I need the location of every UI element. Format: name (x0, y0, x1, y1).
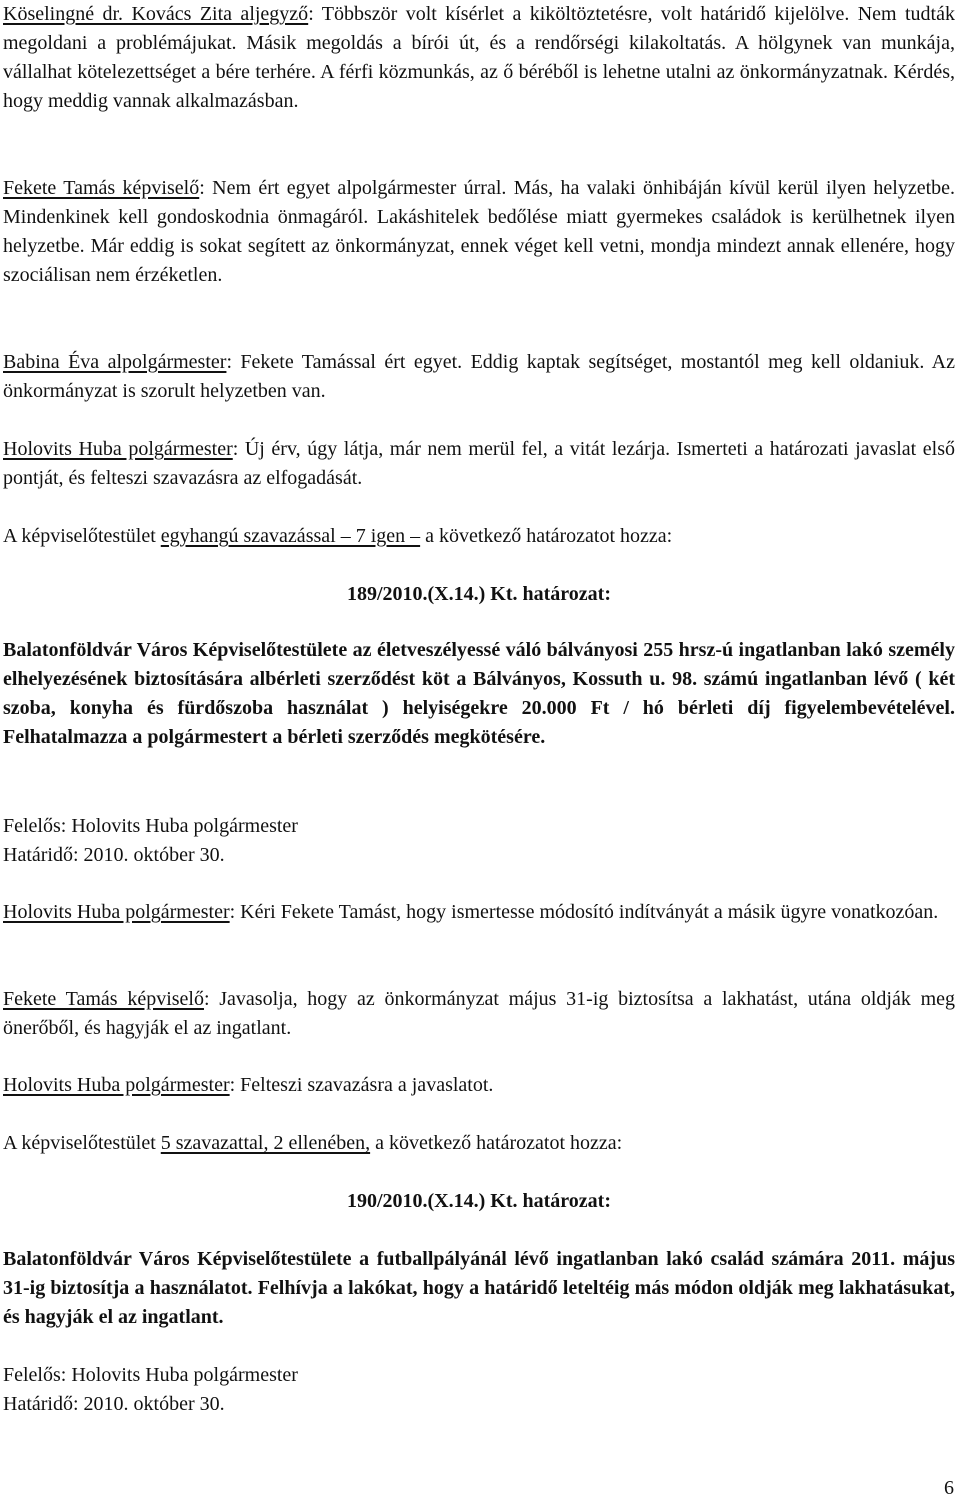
vote-statement-2 (3, 1129, 955, 1158)
speaker-name: Fekete Tamás képviselő (3, 177, 200, 199)
speech-text: : Többször volt kísérlet a kiköltöztetésre, volt határidő kijelölve. Nem tudták megoldani a problémájukat. Másik megoldás a bírói út, és a rendőrségi kilakoltatás. A hölgynek van munkája, vállalhat kötelezettséget a bére terhére. A férfi közmunkás, az ő béréből is lehetne utalni az önkormányzatnak. Kérdés, hogy meddig vannak alkalmazásban. (3, 3, 955, 112)
speaker-name: Holovits Huba polgármester (3, 1074, 230, 1096)
speech-text: : Javasolja, hogy az önkormányzat május 31-ig biztosítsa a lakhatást, utána oldják meg önerőből, és hagyják el az ingatlant. (3, 988, 956, 1039)
speaker-name: Holovits Huba polgármester (3, 438, 233, 460)
speaker-name: Fekete Tamás képviselő (3, 988, 204, 1010)
paragraph-holovits-3 (3, 1071, 955, 1100)
speaker-name: Holovits Huba polgármester (3, 901, 230, 923)
vote-result: 5 szavazattal, 2 ellenében, (160, 1132, 371, 1154)
speech-text: : Kéri Fekete Tamást, hogy ismertesse módosító indítványát a másik ügyre vonatkozóan. (229, 901, 939, 923)
paragraph-babina (3, 348, 955, 406)
resolution-responsible-2: Felelős: Holovits Huba polgármester (3, 1364, 298, 1386)
resolution-number-2: 190/2010.(X.14.) Kt. határozat: (346, 1190, 612, 1212)
paragraph-holovits-2 (3, 898, 955, 927)
vote-result: egyhangú szavazással – 7 igen – (160, 525, 421, 547)
speech-text: : Nem ért egyet alpolgármester úrral. Más, ha valaki önhibáján kívül kerül ilyen helyzetbe. Mindenkinek kell gondoskodnia önmagáról. Lakáshitelek bedőlése miatt gyermekes családok is kerülhetnek ilyen helyzetbe. Már eddig is sokat segített az önkormányzat, ennek véget kell vetni, mondja mindezt annak ellenére, hogy szociálisan nem érzéketlen. (3, 177, 956, 286)
vote-prefix: A képviselőtestület (3, 525, 161, 547)
vote-suffix: a következő határozatot hozza: (370, 1132, 623, 1154)
vote-statement-1 (3, 522, 955, 551)
vote-prefix: A képviselőtestület (3, 1132, 161, 1154)
speech-text: : Új érv, úgy látja, már nem merül fel, a vitát lezárja. Ismerteti a határozati javaslat első pontját, és felteszi szavazásra az elfogadását. (3, 438, 956, 489)
paragraph-fekete-2 (3, 985, 955, 1043)
paragraph-fekete-1 (3, 174, 955, 290)
speaker-name: Köselingné dr. Kovács Zita aljegyző (3, 3, 309, 25)
speech-text: : Felteszi szavazásra a javaslatot. (229, 1074, 494, 1096)
resolution-number-1: 189/2010.(X.14.) Kt. határozat: (346, 583, 612, 605)
paragraph-aljegyzo (3, 0, 955, 116)
vote-suffix: a következő határozatot hozza: (420, 525, 673, 547)
resolution-responsible-1: Felelős: Holovits Huba polgármester (3, 815, 298, 837)
page-number: 6 (944, 1477, 954, 1499)
resolution-body-2: Balatonföldvár Város Képviselőtestülete a futballpályánál lévő ingatlanban lakó család számára 2011. május 31-ig biztosítja a használatot. Felhívja a lakókat, hogy a határidő leteltéig más módon oldják meg lakhatásukat, és hagyják el az ingatlant. (3, 1248, 955, 1328)
paragraph-holovits-1 (3, 435, 955, 493)
resolution-deadline-2: Határidő: 2010. október 30. (3, 1393, 225, 1415)
speaker-name: Babina Éva alpolgármester (3, 351, 227, 373)
speech-text: : Fekete Tamással ért egyet. Eddig kaptak segítséget, mostantól meg kell oldaniuk. Az önkormányzat is szorult helyzetben van. (3, 351, 955, 402)
resolution-body-1: Balatonföldvár Város Képviselőtestülete az életveszélyessé váló bálványosi 255 hrsz-ú ingatlanban lakó személy elhelyezésének biztosítására albérleti szerződést köt a Bálványos, Kossuth u. 98. számú ingatlanban lévő ( két szoba, konyha és fürdőszoba használat ) helyiségekre 20.000 Ft / hó bérleti díj figyelembevételével. Felhatalmazza a polgármestert a bérleti szerződés megkötésére. (3, 639, 955, 748)
resolution-deadline-1: Határidő: 2010. október 30. (3, 844, 225, 866)
